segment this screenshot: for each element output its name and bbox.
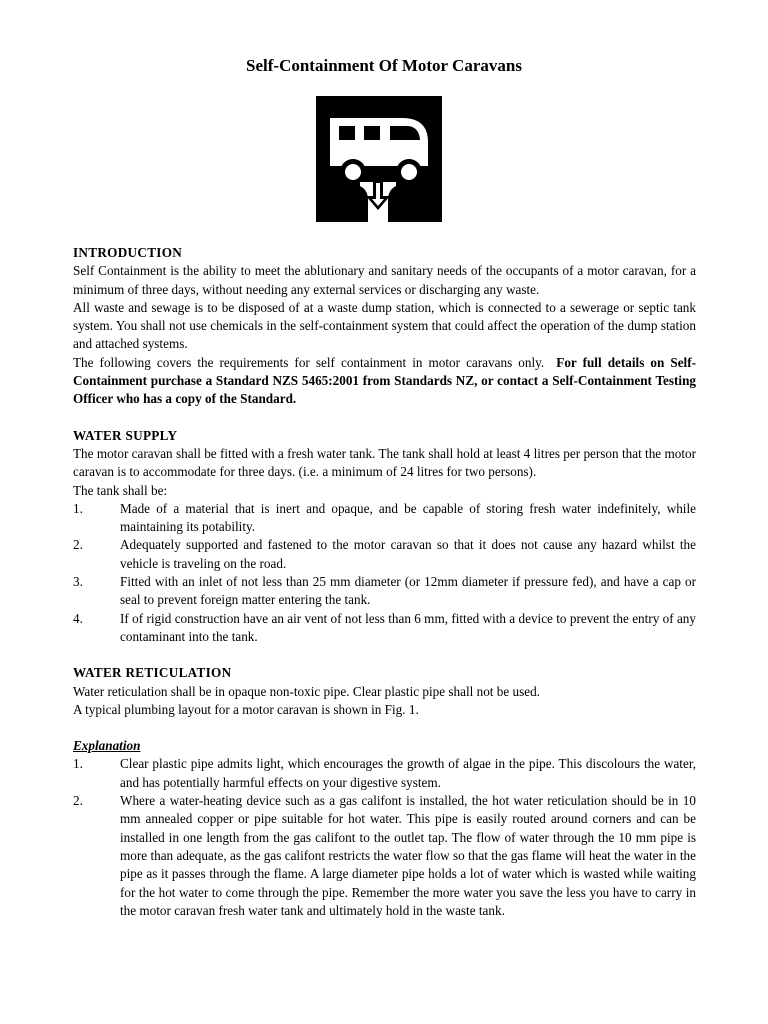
list-item-text: Adequately supported and fastened to the motor caravan so that it does not cause any hazard whilst the vehicle is traveling on the road. — [120, 537, 696, 571]
introduction-paragraph-1: Self Containment is the ability to meet the ablutionary and sanitary needs of the occupants of a motor caravan, for a minimum of three days, without needing any external services or discharging any waste. — [73, 263, 696, 297]
water-reticulation-paragraph-1: Water reticulation shall be in opaque non-toxic pipe. Clear plastic pipe shall not be used. — [73, 683, 540, 699]
introduction-heading: INTRODUCTION — [73, 245, 183, 260]
explanation-heading: Explanation — [73, 738, 141, 754]
list-item-number: 3. — [73, 574, 83, 590]
section-explanation — [73, 737, 696, 920]
section-introduction — [73, 244, 696, 409]
list-item-text: Fitted with an inlet of not less than 25 mm diameter (or 12mm diameter if pressure fed), and have a cap or seal to prevent foreign matter entering the tank. — [120, 574, 696, 608]
document-body — [73, 244, 696, 920]
introduction-paragraph-3 — [73, 354, 696, 409]
list-item-number: 1. — [73, 500, 83, 516]
list-item-text: Where a water-heating device such as a gas califont is installed, the hot water reticulation should be in 10 mm annealed copper or pipe suitable for hot water. This pipe is easily routed around corners and can be installed in one length from the gas califont to the outlet tap. The flow of water through the 10 mm pipe is more than adequate, as the gas califont restricts the water flow so that the gas flame will heat the water in the pipe as it passes through the flame. A large diameter pipe holds a lot of water which is wasted while waiting for the hot water to come through the pipe. Remember the more water you save the less you have to carry in the motor caravan fresh water tank and ultimately hold in the waste tank. — [120, 793, 696, 918]
list-item-number: 2. — [73, 793, 83, 809]
list-item — [73, 755, 696, 792]
water-reticulation-paragraph-2: A typical plumbing layout for a motor caravan is shown in Fig. 1. — [73, 701, 419, 717]
tank-requirements-list — [73, 500, 696, 646]
section-water-supply — [73, 427, 696, 647]
motor-caravan-dump-icon — [316, 96, 442, 222]
list-item-number: 4. — [73, 610, 83, 626]
list-item — [73, 792, 696, 920]
list-item-number: 1. — [73, 756, 83, 772]
standard-reference-note: For full details on Self-Containment purchase a Standard NZS 5465:2001 from Standards NZ, or contact a Self-Containment Testing Officer who has a copy of the Standard. — [73, 354, 697, 407]
list-item — [73, 573, 696, 610]
water-supply-paragraph-1: The motor caravan shall be fitted with a fresh water tank. The tank shall hold at least 4 litres per person that the motor caravan is to accommodate for three days. (i.e. a minimum of 24 litres for two persons). — [73, 445, 696, 480]
water-supply-paragraph-2: The tank shall be: — [73, 482, 168, 498]
list-item-text: Made of a material that is inert and opaque, and be capable of storing fresh water indefinitely, while maintaining its potability. — [120, 500, 696, 535]
list-item — [73, 610, 696, 647]
water-supply-heading: WATER SUPPLY — [73, 427, 178, 443]
list-item-number: 2. — [73, 537, 83, 553]
list-item — [73, 500, 696, 537]
explanation-list — [73, 755, 696, 920]
section-water-reticulation — [73, 664, 696, 719]
list-item-text: Clear plastic pipe admits light, which encourages the growth of algae in the pipe. This discolours the water, and has potentially harmful effects on your digestive system. — [120, 756, 696, 790]
introduction-paragraph-2: All waste and sewage is to be disposed of at a waste dump station, which is connected to a sewerage or septic tank system. You shall not use chemicals in the self-containment system that could affect the operation of the dump station and attached systems. — [73, 299, 696, 352]
water-reticulation-heading: WATER RETICULATION — [73, 665, 232, 681]
list-item — [73, 536, 696, 573]
list-item-text: If of rigid construction have an air vent of not less than 6 mm, fitted with a device to prevent the entry of any contaminant into the tank. — [120, 610, 696, 644]
introduction-paragraph-3-text: The following covers the requirements for self containment in motor caravans only. — [73, 354, 545, 370]
page-title: Self-Containment Of Motor Caravans — [246, 56, 522, 75]
